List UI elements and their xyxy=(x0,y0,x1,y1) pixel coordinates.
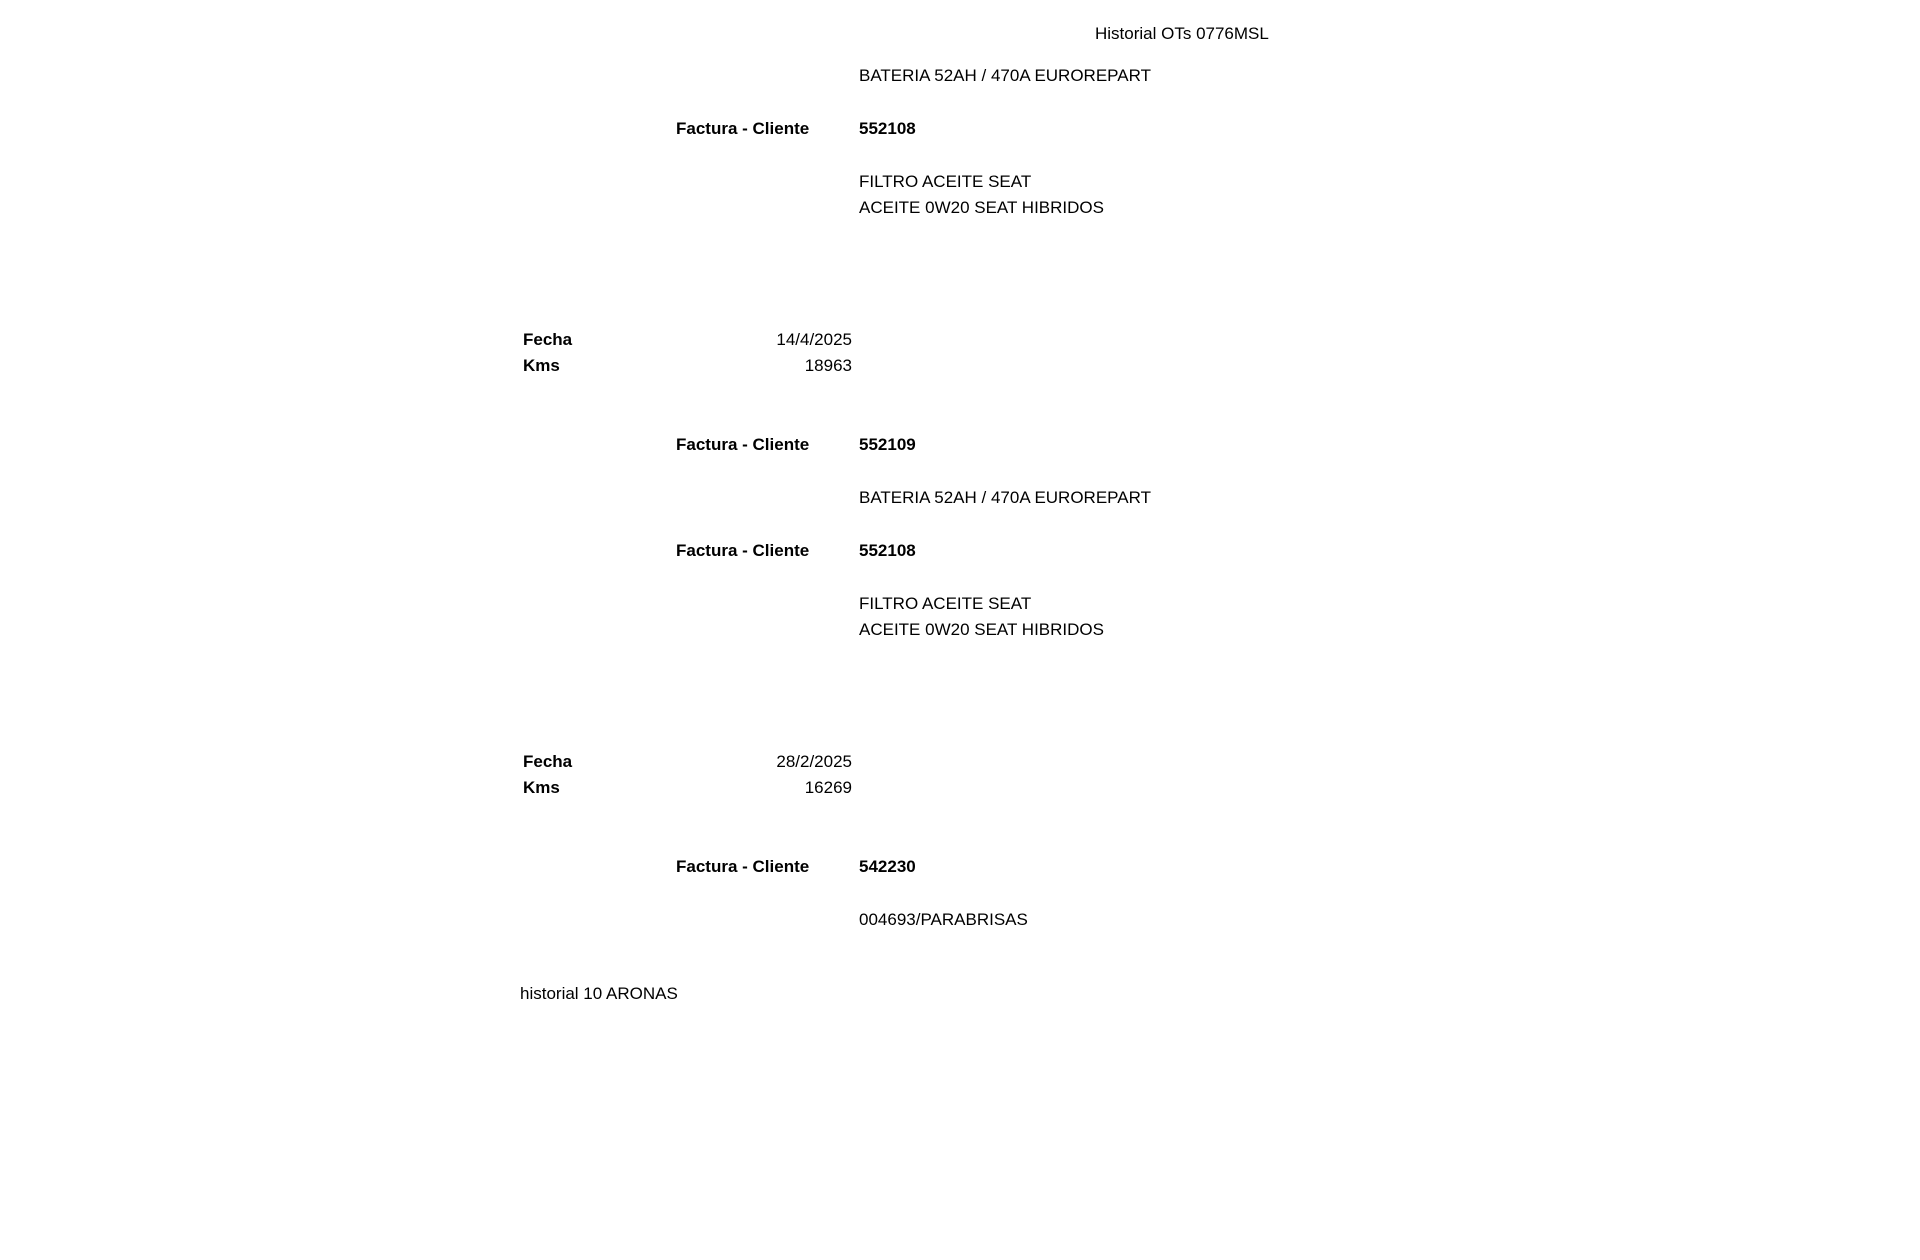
invoice-number: 552109 xyxy=(859,435,916,454)
item-description: BATERIA 52AH / 470A EUROREPART xyxy=(859,488,1151,507)
page-footer: historial 10 ARONAS xyxy=(520,984,678,1003)
kms-value: 18963 xyxy=(804,356,852,375)
item-description: BATERIA 52AH / 470A EUROREPART xyxy=(859,66,1151,85)
fecha-label: Fecha xyxy=(523,752,573,771)
item-description: ACEITE 0W20 SEAT HIBRIDOS xyxy=(859,620,1104,639)
invoice-label: Factura - Cliente xyxy=(676,541,810,560)
item-description: FILTRO ACEITE SEAT xyxy=(859,594,1032,613)
item-description: FILTRO ACEITE SEAT xyxy=(859,172,1032,191)
fecha-value: 14/4/2025 xyxy=(776,330,852,349)
item-description: 004693/PARABRISAS xyxy=(859,910,1028,929)
invoice-number: 552108 xyxy=(859,541,916,560)
fecha-value: 28/2/2025 xyxy=(776,752,852,771)
item-description: ACEITE 0W20 SEAT HIBRIDOS xyxy=(859,198,1104,217)
invoice-label: Factura - Cliente xyxy=(676,857,810,876)
fecha-label: Fecha xyxy=(523,330,573,349)
invoice-label: Factura - Cliente xyxy=(676,119,810,138)
page-title: Historial OTs 0776MSL xyxy=(1095,24,1269,43)
invoice-number: 552108 xyxy=(859,119,916,138)
kms-label: Kms xyxy=(523,356,560,375)
invoice-number: 542230 xyxy=(859,857,916,876)
kms-label: Kms xyxy=(523,778,560,797)
kms-value: 16269 xyxy=(804,778,852,797)
invoice-label: Factura - Cliente xyxy=(676,435,810,454)
